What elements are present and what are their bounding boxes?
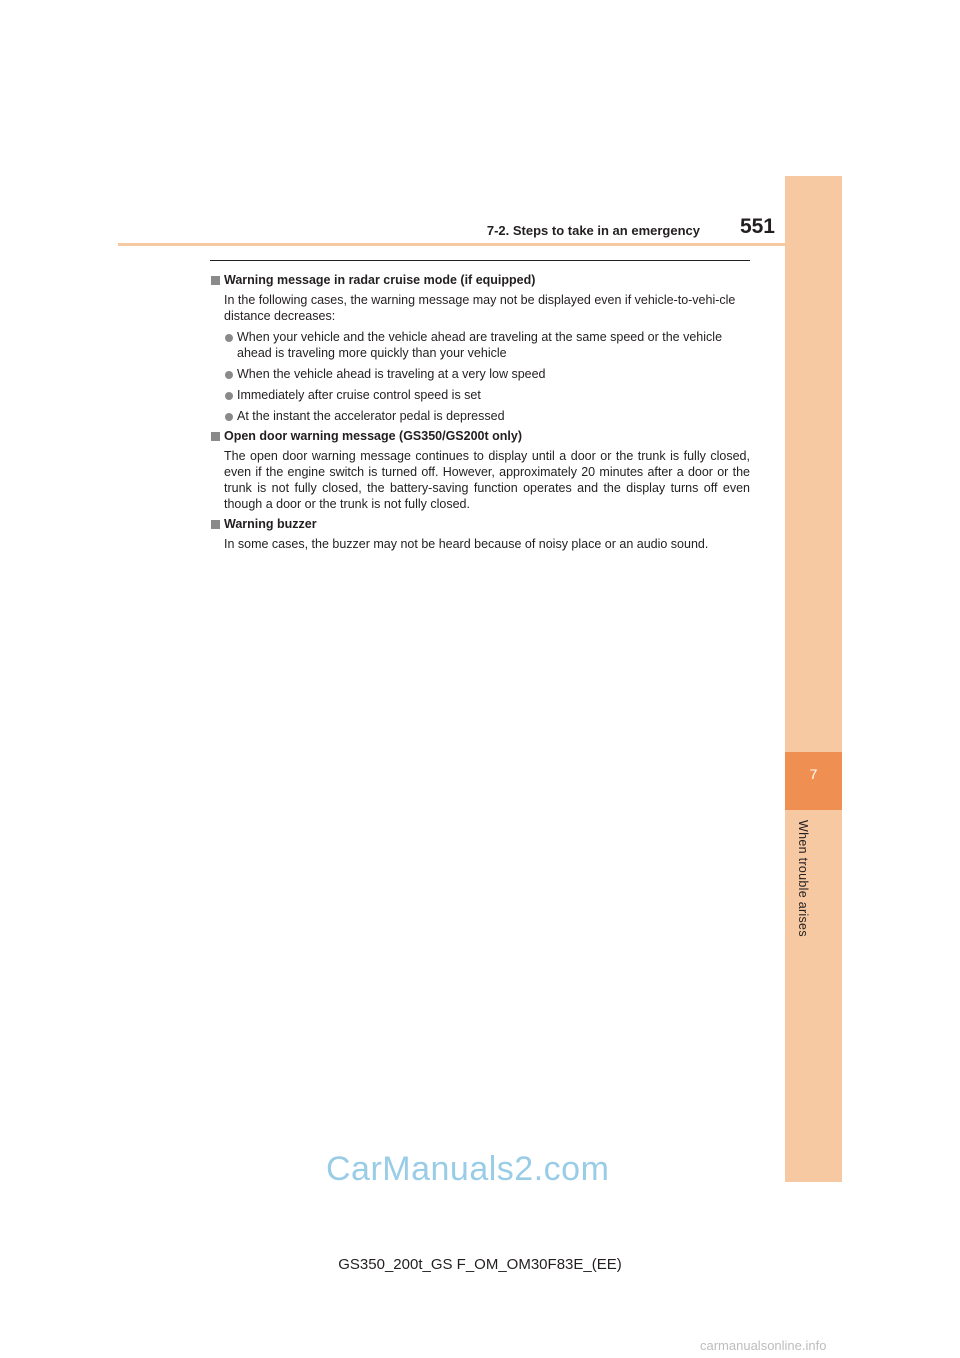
list-item	[210, 387, 750, 403]
list-item-text: Immediately after cruise control speed is set	[237, 388, 481, 402]
side-tab	[785, 176, 842, 1182]
header-rule	[118, 243, 842, 246]
section-heading	[210, 428, 750, 444]
section-paragraph: In some cases, the buzzer may not be heard because of noisy place or an audio sound.	[224, 537, 709, 551]
chapter-title: When trouble arises	[796, 820, 810, 937]
list-item-text: When the vehicle ahead is traveling at a very low speed	[237, 367, 546, 381]
section-paragraph: In the following cases, the warning message may not be displayed even if vehicle-to-vehi-cle distance decreases:	[224, 293, 736, 323]
list-item	[210, 366, 750, 382]
list-item	[210, 408, 750, 424]
circle-bullet-icon	[225, 334, 233, 342]
square-bullet-icon	[211, 432, 220, 441]
watermark-bottom: carmanualsonline.info	[700, 1338, 827, 1353]
square-bullet-icon	[211, 520, 220, 529]
section-paragraph: The open door warning message continues to display until a door or the trunk is fully closed, even if the engine switch is turned off. However, approximately 20 minutes after a door or the trunk is not fully closed, the battery-saving function operates and the display turns off even though a door or the trunk is not fully closed.	[224, 449, 750, 511]
circle-bullet-icon	[225, 413, 233, 421]
running-head: 7-2. Steps to take in an emergency	[486, 223, 700, 238]
section-heading	[210, 272, 750, 288]
section-rule	[210, 260, 750, 261]
section-title: Open door warning message (GS350/GS200t only)	[224, 429, 522, 443]
list-item-text: When your vehicle and the vehicle ahead are traveling at the same speed or the vehicle ahead is traveling more quickly than your vehicle	[237, 330, 723, 360]
list-item-text: At the instant the accelerator pedal is depressed	[237, 409, 505, 423]
section-heading	[210, 516, 750, 532]
circle-bullet-icon	[225, 371, 233, 379]
watermark: CarManuals2.com	[326, 1150, 610, 1188]
chapter-number: 7	[809, 766, 818, 782]
square-bullet-icon	[211, 276, 220, 285]
page-number: 551	[739, 215, 775, 238]
list-item	[210, 329, 750, 361]
content	[210, 268, 750, 552]
footer-code: GS350_200t_GS F_OM_OM30F83E_(EE)	[338, 1256, 622, 1273]
section-title: Warning message in radar cruise mode (if equipped)	[224, 273, 536, 287]
section-title: Warning buzzer	[224, 517, 317, 531]
circle-bullet-icon	[225, 392, 233, 400]
